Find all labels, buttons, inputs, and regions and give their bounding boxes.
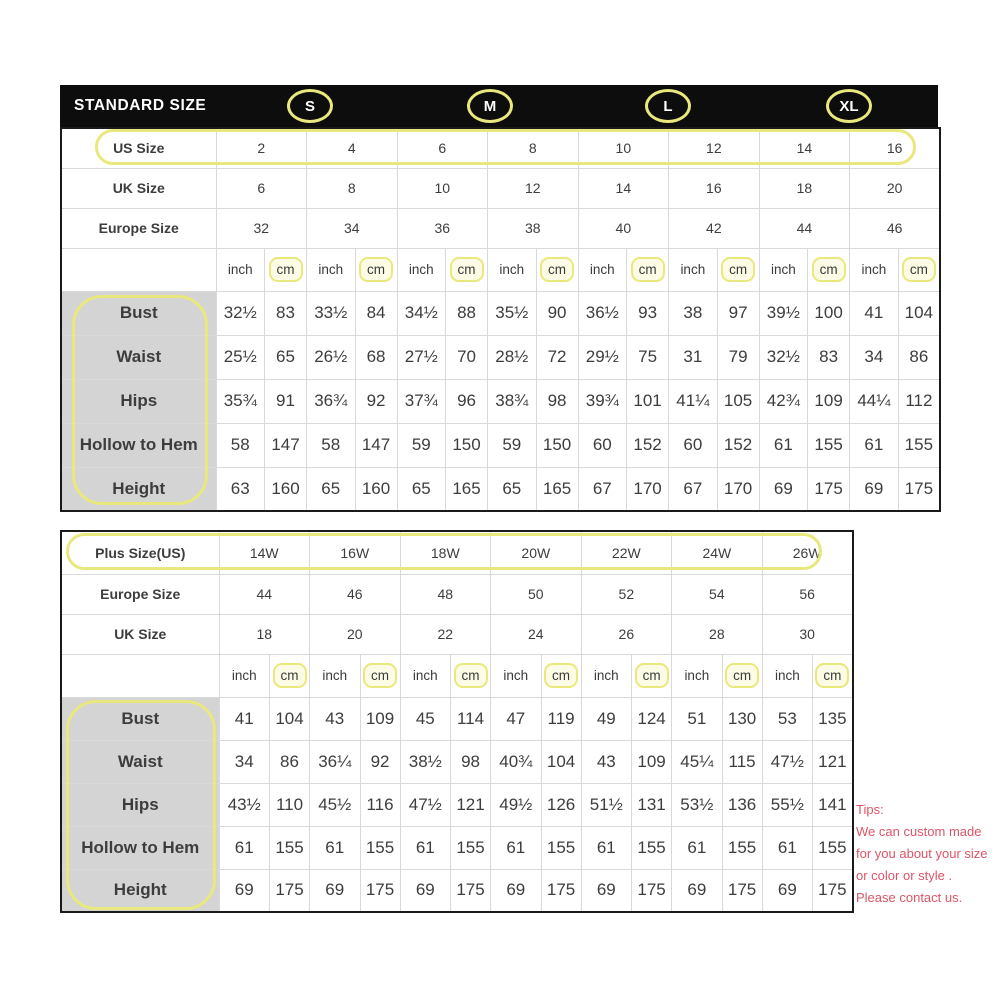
plus-measure-cell: 69: [672, 869, 723, 912]
standard-measure-cell: 65: [307, 467, 356, 511]
plus-measure-cell: 69: [491, 869, 542, 912]
plus-inch-header-cell: inch: [219, 654, 270, 697]
standard-measure-cell: 152: [717, 423, 759, 467]
plus-measure-cell: 51½: [581, 783, 632, 826]
plus-measure-cell: 47: [491, 697, 542, 740]
plus-inch-header-cell: inch: [581, 654, 632, 697]
standard-measure-row: [61, 379, 940, 423]
standard-measure-cell: 59: [488, 423, 537, 467]
standard-size-row: [61, 208, 940, 248]
standard-measure-row-label: Hips: [61, 379, 216, 423]
standard-measure-cell: 32½: [759, 335, 808, 379]
plus-measure-cell: 53½: [672, 783, 723, 826]
plus-measure-cell: 104: [541, 740, 581, 783]
tips-title: Tips:: [856, 802, 884, 817]
plus-cm-highlight-pill: cm: [544, 663, 578, 688]
standard-size-cell: 44: [759, 208, 850, 248]
plus-size-cell: 20W: [491, 531, 582, 574]
standard-measure-cell: 58: [216, 423, 265, 467]
standard-cm-header-cell: [446, 248, 488, 291]
plus-size-cell: 18: [219, 614, 310, 654]
standard-measure-cell: 32½: [216, 291, 265, 335]
plus-measure-cell: 141: [813, 783, 853, 826]
standard-measure-cell: 170: [717, 467, 759, 511]
standard-measure-cell: 36½: [578, 291, 627, 335]
plus-measure-row: [61, 697, 853, 740]
plus-measure-cell: 175: [722, 869, 762, 912]
standard-inch-header-cell: inch: [759, 248, 808, 291]
plus-measure-row-label: Hollow to Hem: [61, 826, 219, 869]
standard-measure-cell: 165: [446, 467, 488, 511]
standard-measure-cell: 175: [808, 467, 850, 511]
size-group-label-s: S: [304, 97, 315, 115]
plus-measure-cell: 135: [813, 697, 853, 740]
plus-cm-highlight-pill: cm: [635, 663, 669, 688]
standard-measure-cell: 38¾: [488, 379, 537, 423]
standard-measure-cell: 92: [355, 379, 397, 423]
plus-size-row-label: Plus Size(US): [61, 531, 219, 574]
plus-cm-highlight-pill: cm: [725, 663, 759, 688]
plus-measure-cell: 43: [310, 697, 361, 740]
plus-measure-cell: 49: [581, 697, 632, 740]
standard-measure-cell: 61: [759, 423, 808, 467]
plus-measure-cell: 45½: [310, 783, 361, 826]
standard-measure-cell: 34½: [397, 291, 446, 335]
plus-measure-cell: 61: [581, 826, 632, 869]
plus-measure-cell: 69: [310, 869, 361, 912]
standard-table: [60, 127, 941, 512]
standard-measure-cell: 83: [808, 335, 850, 379]
standard-inch-header-cell: inch: [578, 248, 627, 291]
plus-size-cell: 54: [672, 574, 763, 614]
plus-cm-header-cell: [722, 654, 762, 697]
standard-measure-cell: 160: [265, 467, 307, 511]
standard-measure-cell: 38: [669, 291, 718, 335]
plus-measure-cell: 38½: [400, 740, 451, 783]
standard-measure-cell: 112: [898, 379, 940, 423]
standard-size-cell: 10: [397, 168, 488, 208]
plus-inch-header-cell: inch: [310, 654, 361, 697]
size-group-label-xl: XL: [839, 97, 859, 115]
plus-size-table-section: [60, 530, 851, 913]
size-group-oval-l: [645, 89, 691, 123]
plus-measure-cell: 116: [360, 783, 400, 826]
standard-measure-cell: 60: [669, 423, 718, 467]
plus-measure-cell: 43: [581, 740, 632, 783]
standard-measure-cell: 91: [265, 379, 307, 423]
plus-measure-cell: 51: [672, 697, 723, 740]
standard-measure-cell: 41: [850, 291, 899, 335]
plus-size-row: [61, 531, 853, 574]
standard-inch-header-cell: inch: [488, 248, 537, 291]
standard-size-cell: 42: [669, 208, 760, 248]
standard-measure-cell: 155: [898, 423, 940, 467]
plus-size-row: [61, 574, 853, 614]
standard-cm-highlight-pill: cm: [359, 257, 393, 282]
standard-measure-cell: 65: [488, 467, 537, 511]
plus-cm-highlight-pill: cm: [363, 663, 397, 688]
plus-measure-cell: 115: [722, 740, 762, 783]
standard-cm-header-cell: [265, 248, 307, 291]
plus-measure-cell: 61: [400, 826, 451, 869]
plus-measure-cell: 47½: [762, 740, 813, 783]
plus-table: [60, 530, 854, 913]
standard-measure-cell: 34: [850, 335, 899, 379]
standard-measure-cell: 79: [717, 335, 759, 379]
standard-size-header-bar: [60, 85, 938, 127]
plus-measure-cell: 109: [360, 697, 400, 740]
standard-size-cell: 40: [578, 208, 669, 248]
plus-size-cell: 44: [219, 574, 310, 614]
standard-size-title: STANDARD SIZE: [74, 97, 207, 114]
standard-measure-cell: 98: [536, 379, 578, 423]
size-group-label-m: M: [483, 97, 497, 115]
plus-measure-cell: 126: [541, 783, 581, 826]
standard-measure-cell: 35¾: [216, 379, 265, 423]
plus-measure-cell: 61: [491, 826, 542, 869]
standard-measure-cell: 86: [898, 335, 940, 379]
standard-size-cell: 20: [850, 168, 941, 208]
plus-measure-cell: 40¾: [491, 740, 542, 783]
plus-size-row-label: UK Size: [61, 614, 219, 654]
standard-measure-cell: 63: [216, 467, 265, 511]
standard-measure-row: [61, 291, 940, 335]
size-group-oval-s: [287, 89, 333, 123]
standard-cm-highlight-pill: cm: [812, 257, 846, 282]
plus-measure-cell: 45: [400, 697, 451, 740]
standard-measure-cell: 41¼: [669, 379, 718, 423]
plus-measure-cell: 69: [762, 869, 813, 912]
standard-measure-cell: 93: [627, 291, 669, 335]
plus-size-cell: 28: [672, 614, 763, 654]
plus-size-cell: 20: [310, 614, 401, 654]
size-group-oval-m: [467, 89, 513, 123]
plus-inch-header-cell: inch: [672, 654, 723, 697]
standard-measure-row: [61, 467, 940, 511]
standard-inch-header-cell: inch: [397, 248, 446, 291]
standard-size-cell: 18: [759, 168, 850, 208]
plus-measure-cell: 104: [270, 697, 310, 740]
standard-measure-cell: 58: [307, 423, 356, 467]
plus-measure-row-label: Height: [61, 869, 219, 912]
standard-measure-cell: 109: [808, 379, 850, 423]
standard-measure-cell: 100: [808, 291, 850, 335]
standard-cm-highlight-pill: cm: [450, 257, 484, 282]
standard-size-row: [61, 128, 940, 168]
standard-measure-cell: 101: [627, 379, 669, 423]
plus-measure-cell: 155: [360, 826, 400, 869]
standard-measure-cell: 155: [808, 423, 850, 467]
standard-size-cell: 4: [307, 128, 398, 168]
plus-size-cell: 52: [581, 574, 672, 614]
standard-measure-cell: 175: [898, 467, 940, 511]
plus-measure-cell: 53: [762, 697, 813, 740]
standard-measure-cell: 60: [578, 423, 627, 467]
plus-size-cell: 24: [491, 614, 582, 654]
standard-cm-header-cell: [717, 248, 759, 291]
plus-measure-cell: 109: [632, 740, 672, 783]
standard-measure-cell: 96: [446, 379, 488, 423]
standard-cm-header-cell: [627, 248, 669, 291]
plus-size-row: [61, 614, 853, 654]
standard-measure-cell: 150: [536, 423, 578, 467]
tips-line-2: for you about your size: [856, 846, 988, 861]
standard-size-cell: 2: [216, 128, 307, 168]
plus-size-cell: 56: [762, 574, 853, 614]
standard-size-cell: 46: [850, 208, 941, 248]
standard-measure-cell: 147: [265, 423, 307, 467]
plus-measure-cell: 175: [541, 869, 581, 912]
plus-measure-cell: 119: [541, 697, 581, 740]
plus-cm-header-cell: [451, 654, 491, 697]
standard-size-cell: 38: [488, 208, 579, 248]
standard-measure-cell: 67: [578, 467, 627, 511]
plus-measure-row: [61, 783, 853, 826]
standard-measure-cell: 28½: [488, 335, 537, 379]
plus-cm-header-cell: [813, 654, 853, 697]
plus-measure-cell: 175: [270, 869, 310, 912]
standard-cm-highlight-pill: cm: [269, 257, 303, 282]
plus-measure-cell: 43½: [219, 783, 270, 826]
plus-measure-cell: 36¼: [310, 740, 361, 783]
plus-measure-cell: 155: [451, 826, 491, 869]
standard-inch-header-cell: inch: [850, 248, 899, 291]
standard-measure-cell: 147: [355, 423, 397, 467]
plus-size-cell: 14W: [219, 531, 310, 574]
size-group-label-l: L: [663, 97, 673, 115]
standard-measure-cell: 36¾: [307, 379, 356, 423]
standard-size-row: [61, 168, 940, 208]
standard-measure-cell: 150: [446, 423, 488, 467]
standard-size-cell: 34: [307, 208, 398, 248]
standard-measure-cell: 170: [627, 467, 669, 511]
standard-measure-cell: 69: [850, 467, 899, 511]
standard-size-cell: 8: [488, 128, 579, 168]
standard-cm-highlight-pill: cm: [721, 257, 755, 282]
plus-size-cell: 46: [310, 574, 401, 614]
standard-measure-cell: 75: [627, 335, 669, 379]
plus-size-cell: 26: [581, 614, 672, 654]
plus-measure-cell: 45¼: [672, 740, 723, 783]
standard-size-cell: 32: [216, 208, 307, 248]
size-group-oval-xl: [826, 89, 872, 123]
standard-cm-highlight-pill: cm: [631, 257, 665, 282]
plus-measure-cell: 49½: [491, 783, 542, 826]
plus-measure-cell: 131: [632, 783, 672, 826]
plus-measure-cell: 114: [451, 697, 491, 740]
standard-measure-cell: 67: [669, 467, 718, 511]
plus-cm-header-cell: [360, 654, 400, 697]
standard-size-cell: 10: [578, 128, 669, 168]
plus-measure-cell: 155: [722, 826, 762, 869]
standard-measure-cell: 70: [446, 335, 488, 379]
standard-inch-header-cell: inch: [216, 248, 265, 291]
standard-size-table-section: [60, 85, 938, 512]
tips-line-4: Please contact us.: [856, 890, 963, 905]
plus-measure-cell: 121: [451, 783, 491, 826]
standard-measure-row-label: Bust: [61, 291, 216, 335]
plus-measure-cell: 175: [451, 869, 491, 912]
standard-measure-cell: 72: [536, 335, 578, 379]
plus-measure-cell: 130: [722, 697, 762, 740]
standard-measure-cell: 31: [669, 335, 718, 379]
standard-measure-cell: 68: [355, 335, 397, 379]
plus-measure-cell: 61: [672, 826, 723, 869]
tips-line-1: We can custom made: [856, 824, 982, 839]
standard-measure-cell: 88: [446, 291, 488, 335]
plus-measure-row: [61, 740, 853, 783]
plus-size-cell: 30: [762, 614, 853, 654]
plus-measure-cell: 110: [270, 783, 310, 826]
standard-measure-row-label: Hollow to Hem: [61, 423, 216, 467]
plus-size-cell: 18W: [400, 531, 491, 574]
standard-cm-header-cell: [898, 248, 940, 291]
standard-cm-header-cell: [355, 248, 397, 291]
standard-measure-cell: 39¾: [578, 379, 627, 423]
plus-cm-header-cell: [270, 654, 310, 697]
plus-measure-cell: 98: [451, 740, 491, 783]
plus-measure-cell: 121: [813, 740, 853, 783]
standard-measure-cell: 39½: [759, 291, 808, 335]
plus-measure-cell: 155: [270, 826, 310, 869]
standard-measure-cell: 160: [355, 467, 397, 511]
standard-size-cell: 16: [850, 128, 941, 168]
plus-measure-cell: 61: [762, 826, 813, 869]
plus-inch-header-cell: inch: [400, 654, 451, 697]
standard-measure-cell: 44¼: [850, 379, 899, 423]
custom-made-tips: [856, 799, 1000, 909]
standard-measure-row-label: Height: [61, 467, 216, 511]
standard-measure-cell: 65: [397, 467, 446, 511]
standard-size-cell: 8: [307, 168, 398, 208]
plus-measure-cell: 155: [632, 826, 672, 869]
plus-measure-cell: 61: [310, 826, 361, 869]
standard-measure-cell: 84: [355, 291, 397, 335]
standard-measure-row: [61, 423, 940, 467]
standard-measure-cell: 69: [759, 467, 808, 511]
standard-measure-cell: 152: [627, 423, 669, 467]
plus-measure-cell: 69: [581, 869, 632, 912]
plus-unit-row: [61, 654, 853, 697]
plus-cm-header-cell: [541, 654, 581, 697]
plus-size-cell: 16W: [310, 531, 401, 574]
standard-size-row-label: UK Size: [61, 168, 216, 208]
standard-size-row-label: Europe Size: [61, 208, 216, 248]
standard-measure-cell: 105: [717, 379, 759, 423]
plus-inch-header-cell: inch: [762, 654, 813, 697]
standard-measure-cell: 59: [397, 423, 446, 467]
plus-measure-cell: 41: [219, 697, 270, 740]
standard-measure-cell: 37¾: [397, 379, 446, 423]
plus-unit-label-cell: [61, 654, 219, 697]
tips-line-3: or color or style .: [856, 868, 953, 883]
plus-inch-header-cell: inch: [491, 654, 542, 697]
plus-measure-cell: 124: [632, 697, 672, 740]
plus-measure-cell: 136: [722, 783, 762, 826]
standard-size-cell: 12: [669, 128, 760, 168]
plus-size-row-label: Europe Size: [61, 574, 219, 614]
plus-measure-row-label: Bust: [61, 697, 219, 740]
standard-size-cell: 16: [669, 168, 760, 208]
plus-measure-cell: 55½: [762, 783, 813, 826]
standard-measure-cell: 27½: [397, 335, 446, 379]
standard-measure-cell: 61: [850, 423, 899, 467]
plus-size-cell: 22: [400, 614, 491, 654]
plus-measure-cell: 175: [632, 869, 672, 912]
standard-cm-header-cell: [808, 248, 850, 291]
plus-measure-cell: 69: [400, 869, 451, 912]
standard-measure-row-label: Waist: [61, 335, 216, 379]
standard-size-cell: 36: [397, 208, 488, 248]
plus-measure-row: [61, 869, 853, 912]
standard-size-cell: 6: [397, 128, 488, 168]
plus-measure-cell: 86: [270, 740, 310, 783]
standard-cm-header-cell: [536, 248, 578, 291]
standard-size-cell: 6: [216, 168, 307, 208]
plus-size-cell: 24W: [672, 531, 763, 574]
plus-size-cell: 22W: [581, 531, 672, 574]
plus-size-cell: 48: [400, 574, 491, 614]
standard-measure-cell: 29½: [578, 335, 627, 379]
plus-measure-cell: 155: [541, 826, 581, 869]
plus-measure-cell: 47½: [400, 783, 451, 826]
plus-cm-highlight-pill: cm: [454, 663, 488, 688]
standard-measure-cell: 26½: [307, 335, 356, 379]
plus-measure-row-label: Hips: [61, 783, 219, 826]
standard-size-row-label: US Size: [61, 128, 216, 168]
standard-measure-cell: 90: [536, 291, 578, 335]
plus-measure-cell: 69: [219, 869, 270, 912]
standard-measure-cell: 104: [898, 291, 940, 335]
plus-measure-cell: 155: [813, 826, 853, 869]
standard-measure-cell: 97: [717, 291, 759, 335]
standard-measure-row: [61, 335, 940, 379]
plus-measure-cell: 34: [219, 740, 270, 783]
plus-measure-cell: 175: [360, 869, 400, 912]
plus-cm-highlight-pill: cm: [815, 663, 849, 688]
standard-size-cell: 12: [488, 168, 579, 208]
standard-measure-cell: 83: [265, 291, 307, 335]
standard-unit-label-cell: [61, 248, 216, 291]
plus-measure-cell: 61: [219, 826, 270, 869]
standard-measure-cell: 165: [536, 467, 578, 511]
plus-cm-highlight-pill: cm: [273, 663, 307, 688]
plus-size-cell: 26W: [762, 531, 853, 574]
plus-measure-row: [61, 826, 853, 869]
standard-measure-cell: 25½: [216, 335, 265, 379]
plus-measure-row-label: Waist: [61, 740, 219, 783]
standard-cm-highlight-pill: cm: [902, 257, 936, 282]
plus-measure-cell: 92: [360, 740, 400, 783]
standard-size-cell: 14: [578, 168, 669, 208]
standard-measure-cell: 35½: [488, 291, 537, 335]
standard-unit-row: [61, 248, 940, 291]
standard-measure-cell: 42¾: [759, 379, 808, 423]
standard-size-cell: 14: [759, 128, 850, 168]
standard-inch-header-cell: inch: [669, 248, 718, 291]
plus-size-cell: 50: [491, 574, 582, 614]
plus-cm-header-cell: [632, 654, 672, 697]
standard-measure-cell: 33½: [307, 291, 356, 335]
standard-inch-header-cell: inch: [307, 248, 356, 291]
standard-cm-highlight-pill: cm: [540, 257, 574, 282]
plus-measure-cell: 175: [813, 869, 853, 912]
standard-measure-cell: 65: [265, 335, 307, 379]
